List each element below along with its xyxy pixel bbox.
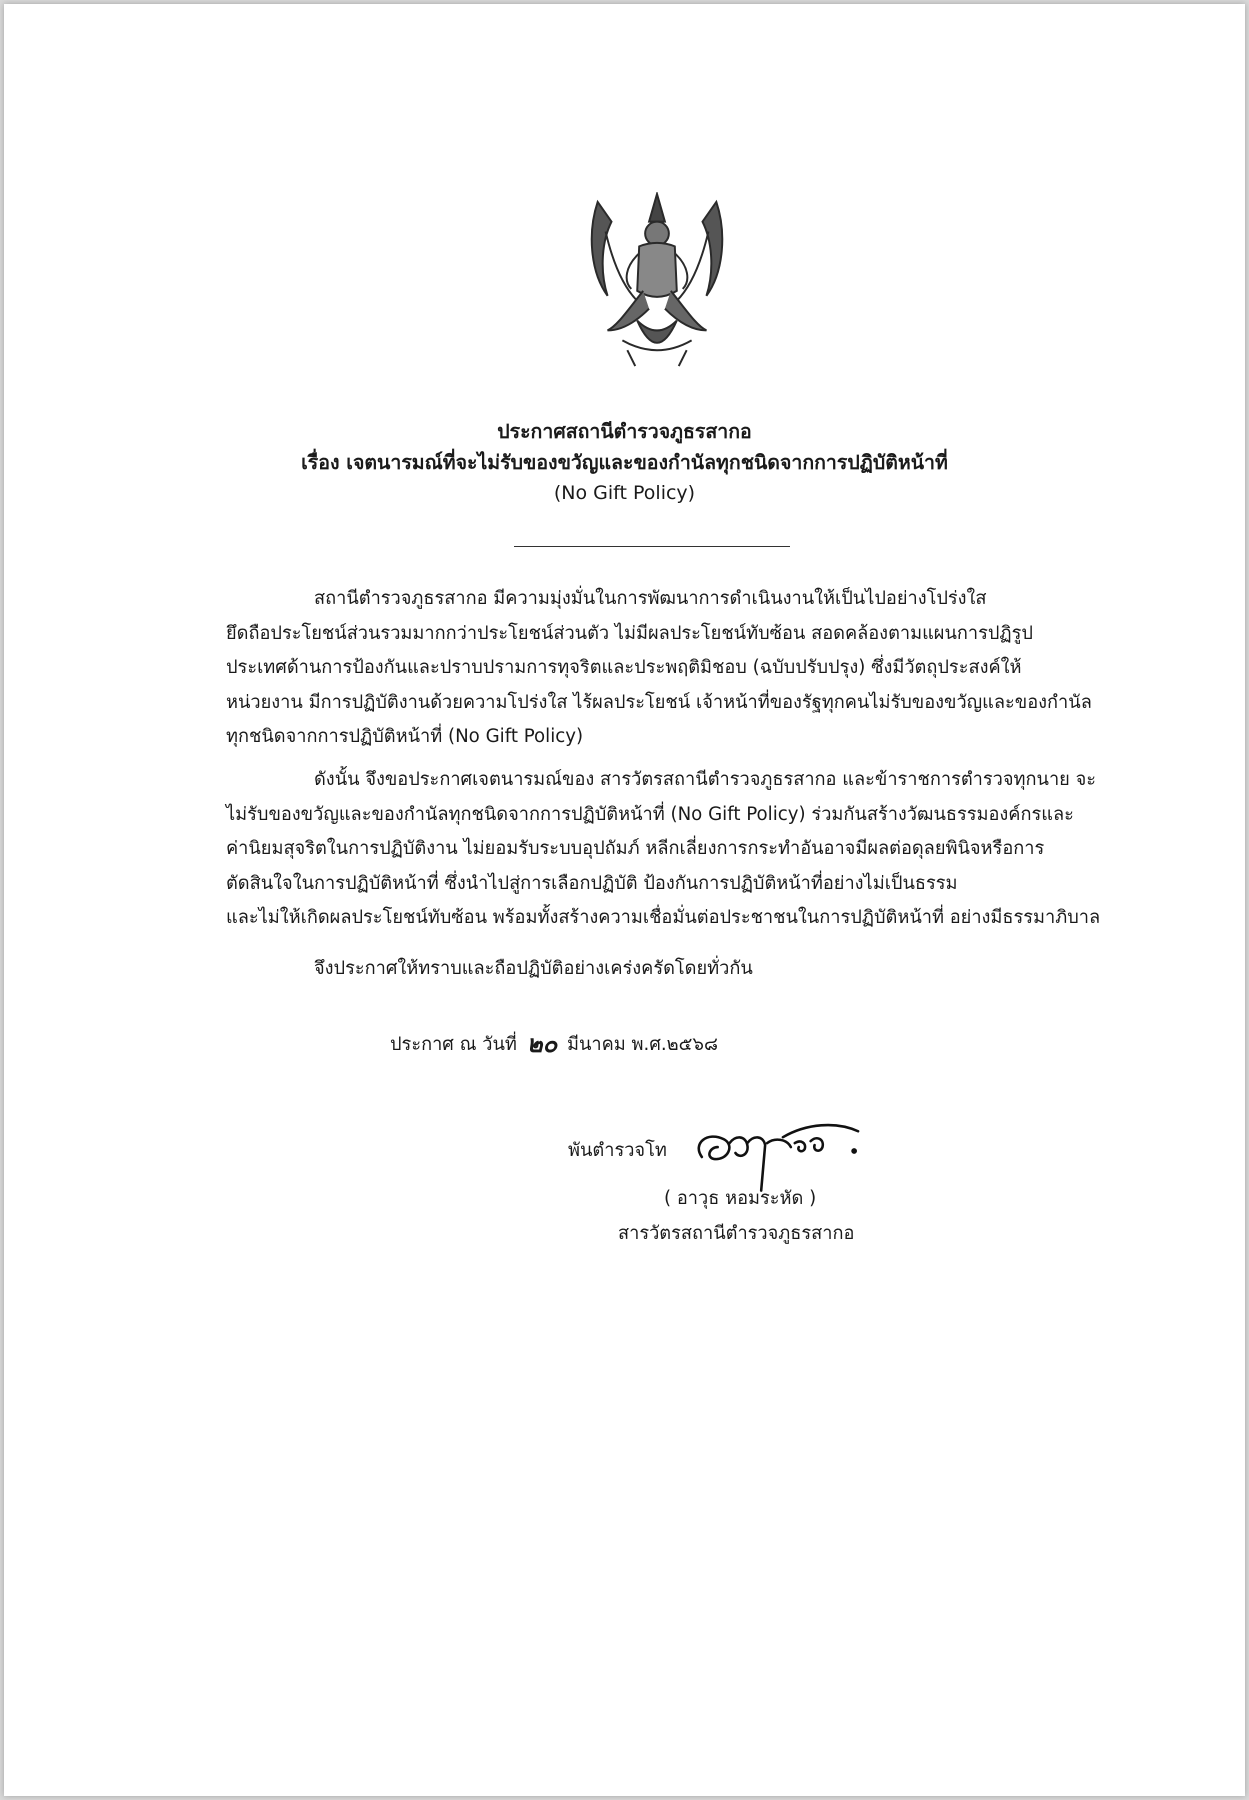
paragraph-1 xyxy=(226,582,1092,755)
signer-name: ( อาวุธ หอมระหัด ) xyxy=(664,1188,817,1209)
announcement-date xyxy=(390,1022,718,1061)
signer-position: สารวัตรสถานีตำรวจภูธรสากอ xyxy=(618,1223,855,1244)
date-month-year: มีนาคม พ.ศ.๒๕๖๘ xyxy=(566,1034,718,1055)
paragraph-line: ไม่รับของขวัญและของกำนัลทุกชนิดจากการปฏิบัติหน้าที่ (No Gift Policy) ร่วมกันสร้างวัฒนธรรมองค์กรและ xyxy=(226,803,1074,825)
paragraph-line: หน่วยงาน มีการปฏิบัติงานด้วยความโปร่งใส ไร้ผลประโยชน์ เจ้าหน้าที่ของรัฐทุกคนไม่รับของขวัญและของกำนัล xyxy=(226,691,1092,713)
announcement-subject: เรื่อง เจตนารมณ์ที่จะไม่รับของขวัญและของกำนัลทุกชนิดจากการปฏิบัติหน้าที่ xyxy=(301,451,948,474)
paragraph-line: และไม่ให้เกิดผลประโยชน์ทับซ้อน พร้อมทั้งสร้างความเชื่อมั่นต่อประชาชนในการปฏิบัติหน้าที่ อย่างมีธรรมาภิบาล xyxy=(226,907,1101,928)
paragraph-line: ยึดถือประโยชน์ส่วนรวมมากกว่าประโยชน์ส่วนตัว ไม่มีผลประโยชน์ทับซ้อน สอดคล้องตามแผนการปฏิรูป xyxy=(226,622,1033,644)
paragraph-line: ทุกชนิดจากการปฏิบัติหน้าที่ (No Gift Policy) xyxy=(226,726,584,747)
date-day: ๒๐ xyxy=(526,1030,558,1058)
policy-name: (No Gift Policy) xyxy=(553,482,696,504)
paragraph-line: ดังนั้น จึงขอประกาศเจตนารมณ์ของ สารวัตรสถานีตำรวจภูธรสากอ และข้าราชการตำรวจทุกนาย จะ xyxy=(314,769,1097,790)
title-block xyxy=(4,416,1245,509)
garuda-emblem-icon xyxy=(576,192,738,370)
date-prefix: ประกาศ ณ วันที่ xyxy=(390,1034,517,1055)
paragraph-2 xyxy=(226,763,1101,936)
closing-statement: จึงประกาศให้ทราบและถือปฏิบัติอย่างเคร่งครัดโดยทั่วกัน xyxy=(314,958,753,979)
paragraph-line: ค่านิยมสุจริตในการปฏิบัติงาน ไม่ยอมรับระบบอุปถัมภ์ หลีกเลี่ยงการกระทำอันอาจมีผลต่อดุลยพินิจหรือการ xyxy=(226,838,1045,859)
paragraph-line: ประเทศด้านการป้องกันและปราบปรามการทุจริตและประพฤติมิชอบ (ฉบับปรับปรุง) ซึ่งมีวัตถุประสงค์ให้ xyxy=(226,657,1022,678)
title-divider xyxy=(514,546,790,547)
paragraph-line: สถานีตำรวจภูธรสากอ มีความมุ่งมั่นในการพัฒนาการดำเนินงานให้เป็นไปอย่างโปร่งใส xyxy=(314,588,987,609)
document-page xyxy=(4,4,1245,1796)
handwritten-signature xyxy=(688,1112,866,1194)
signer-rank: พันตำรวจโท xyxy=(568,1140,667,1161)
announcement-title: ประกาศสถานีตำรวจภูธรสากอ xyxy=(497,420,752,443)
paragraph-line: ตัดสินใจในการปฏิบัติหน้าที่ ซึ่งนำไปสู่การเลือกปฏิบัติ ป้องกันการปฏิบัติหน้าที่อย่างไม่เป็นธรรม xyxy=(226,872,958,894)
